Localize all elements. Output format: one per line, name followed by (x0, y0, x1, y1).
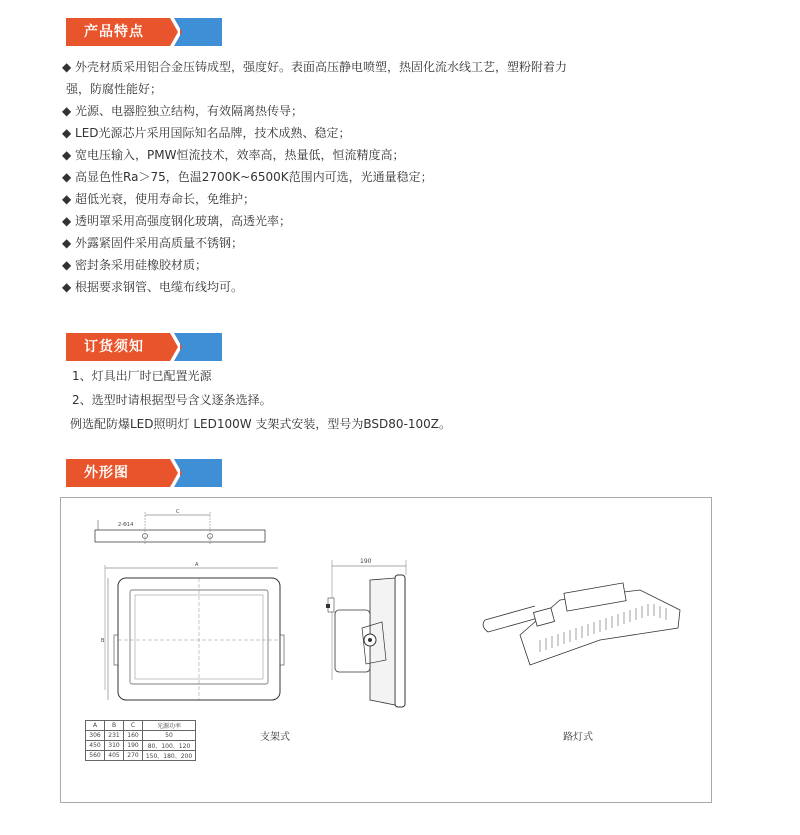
table-header-row (86, 721, 196, 731)
table-cell: 150、180、200 (143, 751, 196, 761)
caption-bracket: 支架式 (260, 732, 290, 743)
table-cell: 405 (105, 751, 124, 761)
table-cell: 50 (143, 731, 196, 741)
dim-190-label: 190 (360, 558, 372, 565)
dim-c-label: C (176, 509, 180, 515)
spec-table (85, 720, 196, 761)
section-title: 外形图 (84, 465, 129, 481)
table-cell: 80、100、120 (143, 741, 196, 751)
feature-item: ◆ 超低光衰，使用寿命长，免维护； (62, 192, 256, 206)
feature-item: ◆ 宽电压输入，PMW恒流技术，效率高，热量低，恒流精度高； (62, 148, 405, 162)
dim-b-label: B (101, 638, 105, 644)
feature-item: ◆ 高显色性Ra＞75，色温2700K~6500K范围内可选，光通量稳定； (62, 170, 433, 184)
dim-hole-label: 2-Φ14 (118, 522, 134, 528)
table-cell: 160 (124, 731, 143, 741)
table-row (86, 751, 196, 761)
ordering-note: 2、选型时请根据型号含义逐条选择。 (72, 393, 272, 407)
feature-item: 强，防腐性能好； (66, 82, 163, 96)
feature-item: ◆ 光源、电器腔独立结构，有效隔离热传导； (62, 104, 304, 118)
table-cell: 310 (105, 741, 124, 751)
table-cell: 450 (86, 741, 105, 751)
section-title: 产品特点 (84, 24, 144, 40)
street-light-drawing (483, 583, 680, 665)
table-cell: 231 (105, 731, 124, 741)
ordering-note: 1、灯具出厂时已配置光源 (72, 369, 212, 383)
section-title: 订货须知 (84, 339, 144, 355)
table-row (86, 731, 196, 741)
dim-a-label: A (195, 562, 199, 568)
table-row (86, 741, 196, 751)
table-cell: 306 (86, 731, 105, 741)
feature-item: ◆ 透明罩采用高强度钢化玻璃，高透光率； (62, 214, 292, 228)
ordering-note: 例选配防爆LED照明灯 LED100W 支架式安装，型号为BSD80-100Z。 (70, 417, 452, 431)
table-cell: 560 (86, 751, 105, 761)
caption-street: 路灯式 (563, 732, 593, 743)
table-cell: 190 (124, 741, 143, 751)
table-header-cell: C (124, 721, 143, 731)
table-header-cell: A (86, 721, 105, 731)
table-header-cell: B (105, 721, 124, 731)
feature-item: ◆ LED光源芯片采用国际知名品牌，技术成熟、稳定； (62, 126, 351, 140)
table-header-cell: 光源功率 (143, 721, 196, 731)
feature-item: ◆ 根据要求钢管、电缆布线均可。 (62, 280, 244, 294)
feature-item: ◆ 外壳材质采用铝合金压铸成型，强度好。表面高压静电喷塑，热固化流水线工艺，塑粉附着力 (62, 60, 568, 74)
feature-item: ◆ 外露紧固件采用高质量不锈钢； (62, 236, 244, 250)
table-cell: 270 (124, 751, 143, 761)
feature-item: ◆ 密封条采用硅橡胶材质； (62, 258, 208, 272)
